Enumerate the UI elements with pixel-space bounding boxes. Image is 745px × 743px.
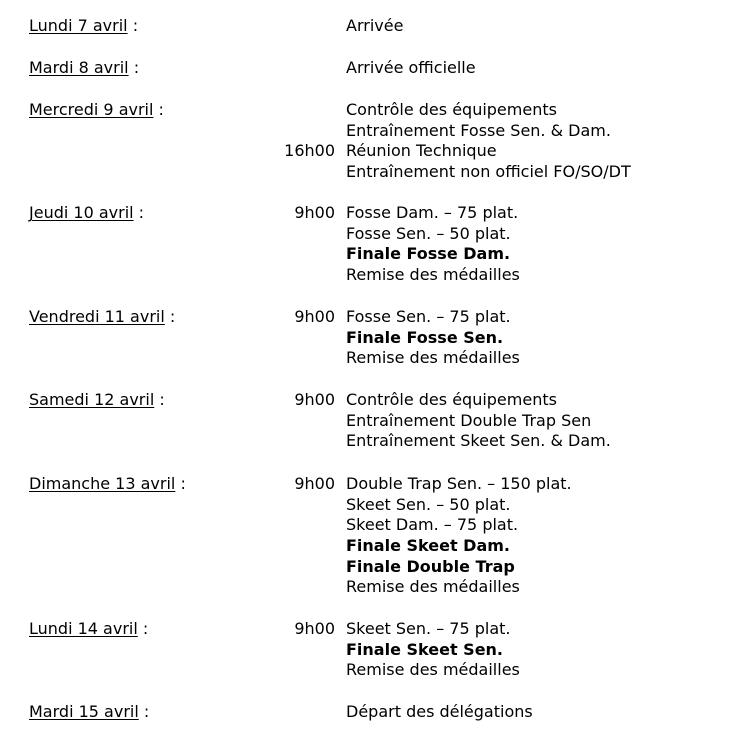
schedule-line [0,390,745,411]
event-text: Remise des médailles [346,348,520,368]
day-colon: : [175,474,186,493]
day-block [0,474,745,598]
day-events [0,203,745,286]
day-events [0,307,745,369]
day-events [0,16,745,37]
schedule-line [0,307,745,328]
event-text: Remise des médailles [346,660,520,680]
schedule-line [0,141,745,162]
day-colon: : [128,58,140,77]
day-colon: : [153,100,164,119]
day-name: Lundi 14 avril [29,619,138,638]
day-block [0,390,745,452]
day-name: Vendredi 11 avril [29,307,165,326]
event-time: 9h00 [294,474,335,493]
day-colon: : [127,16,139,35]
day-events [0,58,745,79]
schedule-line [0,495,745,516]
schedule-line [0,536,745,557]
event-final: Finale Fosse Dam. [346,244,511,264]
schedule-line [0,162,745,183]
day-block [0,100,745,183]
day-colon: : [138,702,150,721]
day-events [0,702,745,723]
event-text: Départ des délégations [346,702,533,721]
event-text: Skeet Sen. – 75 plat. [346,619,511,638]
day-events [0,474,745,598]
event-final: Finale Skeet Dam. [346,536,510,556]
day-name: Mardi 15 avril [29,702,139,721]
event-final: Finale Double Trap [346,556,515,576]
day-name: Jeudi 10 avril [29,203,134,222]
schedule-line [0,515,745,536]
schedule-line [0,557,745,578]
event-text: Contrôle des équipements [346,390,557,409]
schedule-line [0,244,745,265]
schedule-line [0,16,745,37]
event-text: Remise des médailles [346,265,520,285]
schedule-line [0,348,745,369]
day-block [0,203,745,286]
day-colon: : [137,619,149,638]
event-text: Skeet Dam. – 75 plat. [346,515,519,535]
event-text: Entraînement Fosse Sen. & Dam. [346,120,611,140]
day-block [0,16,745,37]
event-text: Entraînement Skeet Sen. & Dam. [346,431,611,451]
schedule-line [0,619,745,640]
event-text: Arrivée [346,16,404,35]
event-text: Fosse Dam. – 75 plat. [346,203,519,222]
schedule-line [0,431,745,452]
event-text: Entraînement Double Trap Sen [346,410,592,430]
schedule-line [0,474,745,495]
event-text: Skeet Sen. – 50 plat. [346,494,511,514]
day-colon: : [164,307,176,326]
schedule-line [0,58,745,79]
event-text: Arrivée officielle [346,58,476,77]
event-time: 9h00 [294,307,335,326]
day-block [0,619,745,681]
event-text: Entraînement non officiel FO/SO/DT [346,162,631,182]
schedule-line [0,100,745,121]
event-text: Fosse Sen. – 50 plat. [346,223,511,243]
event-text: Contrôle des équipements [346,100,557,119]
event-time: 9h00 [294,203,335,222]
schedule-line [0,224,745,245]
day-events [0,390,745,452]
schedule-line [0,411,745,432]
day-block [0,702,745,723]
event-time: 16h00 [284,141,335,161]
schedule-line [0,660,745,681]
day-events [0,619,745,681]
schedule-line [0,265,745,286]
day-name: Mercredi 9 avril [29,100,154,119]
schedule-line [0,640,745,661]
day-block [0,58,745,79]
day-block [0,307,745,369]
day-events [0,100,745,183]
schedule-line [0,121,745,142]
day-colon: : [154,390,165,409]
event-final: Finale Fosse Sen. [346,327,504,347]
event-final: Finale Skeet Sen. [346,639,504,659]
schedule-line [0,577,745,598]
day-name: Lundi 7 avril [29,16,128,35]
event-time: 9h00 [294,619,335,638]
day-colon: : [133,203,145,222]
schedule-line [0,203,745,224]
schedule-line [0,702,745,723]
event-time: 9h00 [294,390,335,409]
day-name: Mardi 8 avril [29,58,129,77]
event-text: Double Trap Sen. – 150 plat. [346,474,572,493]
event-text: Remise des médailles [346,577,520,597]
schedule-line [0,328,745,349]
event-text: Fosse Sen. – 75 plat. [346,307,511,326]
day-name: Samedi 12 avril [29,390,155,409]
event-text: Réunion Technique [346,141,497,161]
day-name: Dimanche 13 avril [29,474,176,493]
